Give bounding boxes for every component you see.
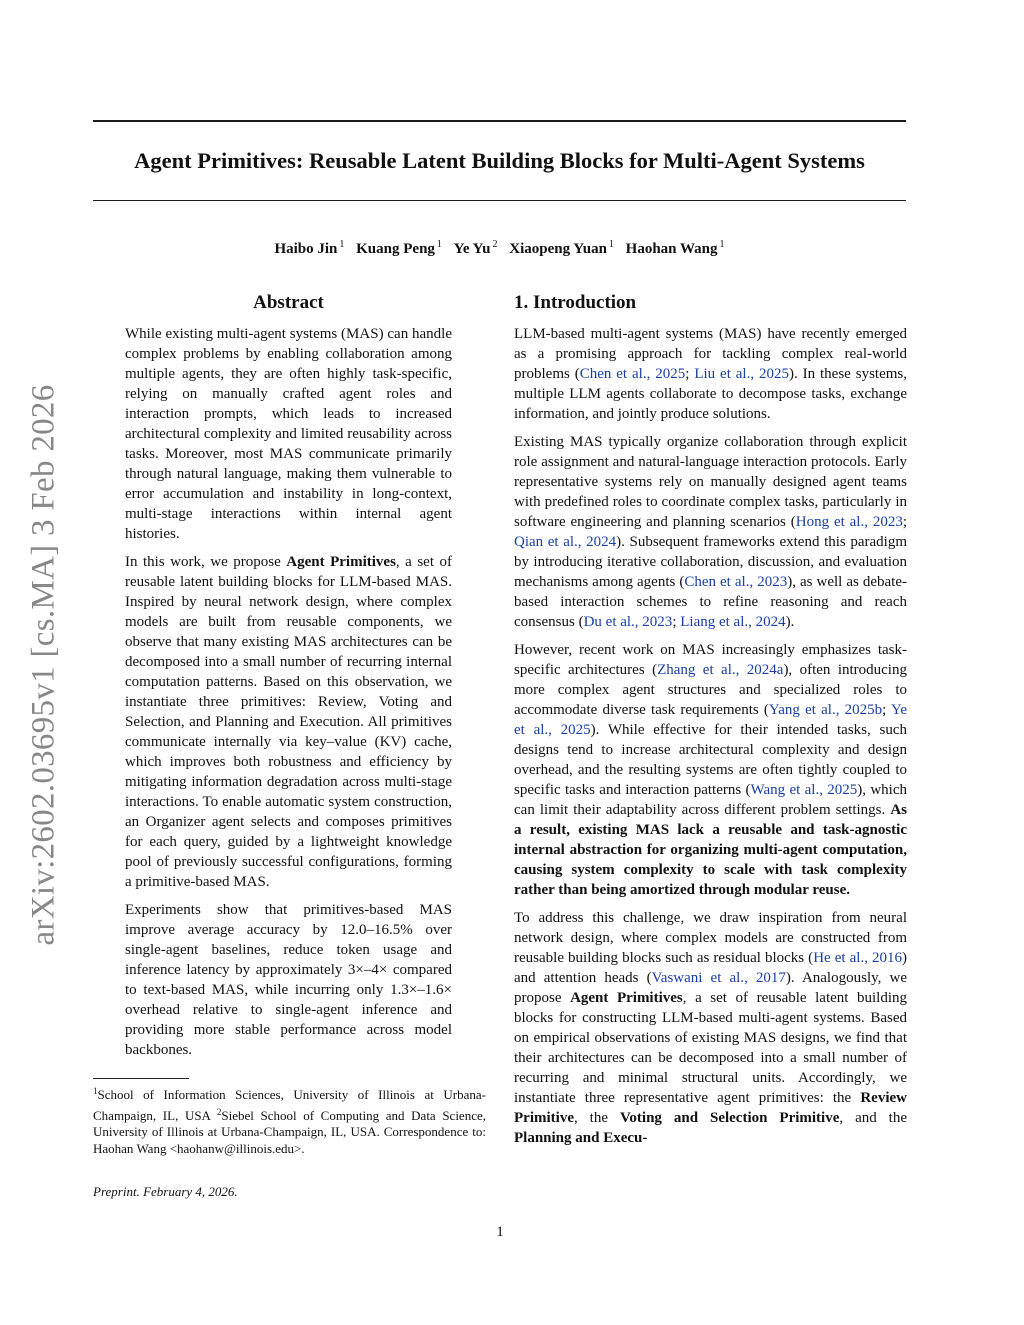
citation-link[interactable]: Qian et al., 2024 [514, 534, 617, 550]
citation-link[interactable]: Zhang et al., 2024a [657, 662, 784, 678]
text-run: ; [672, 614, 681, 630]
author: Kuang Peng $^1$ [356, 239, 442, 257]
text-run: ; [685, 366, 695, 382]
citation-link[interactable]: Wang et al., 2025 [750, 782, 858, 798]
footnote-rule [93, 1078, 189, 1079]
preprint-notice: Preprint. February 4, 2026. [93, 1184, 238, 1199]
text-run: , a set of reusable latent building blocks for constructing LLM-based multi-agent systems. Based on empirical observations of existing MAS designs, we find that their architectures can be decomposed into a small number of recurring and minimal structural units. Accordingly, we instantiate three representative agent primitives: the [514, 990, 907, 1106]
citation-link[interactable]: He et al., 2016 [813, 950, 903, 966]
bold-text: Review Primitive [514, 1090, 907, 1126]
text-run: ). Analogously, we propose [514, 970, 907, 1006]
text-run: However, recent work on MAS increasingly emphasizes task-specific architectures ( [514, 642, 907, 678]
citation-link[interactable]: Vaswani et al., 2017 [651, 970, 786, 986]
text-run: ; [902, 514, 908, 530]
author-list [93, 234, 906, 260]
intro-paragraph [514, 432, 907, 632]
text-run: ), often introducing more complex agent structures and specialized roles to accommodate diverse task requirements ( [514, 662, 907, 718]
text-run: To address this challenge, we draw inspiration from neural network design, where complex models are constructed from reusable building blocks such as residual blocks ( [514, 910, 907, 966]
citation-link[interactable]: Chen et al., 2025 [579, 366, 686, 382]
abstract-paragraph: While existing multi-agent systems (MAS) can handle complex problems by enabling collaboration among multiple agents, they are often highly task-specific, relying on manually crafted agent roles and interaction prompts, which leads to increased architectural complexity and limited reusability across tasks. Moreover, most MAS communicate primarily through natural language, making them vulnerable to error accumulation and instability in long-context, multi-stage interactions within internal agent histories. [125, 326, 452, 542]
text-run: ; [882, 702, 891, 718]
bold-text: Planning and Execu- [514, 1130, 648, 1146]
citation-link[interactable]: Yang et al., 2025b [768, 702, 883, 718]
citation-link[interactable]: Hong et al., 2023 [795, 514, 903, 530]
author: Haibo Jin $^1$ [274, 239, 345, 257]
citation-link[interactable]: Chen et al., 2023 [684, 574, 788, 590]
text-run: ). Subsequent frameworks extend this paradigm by introducing iterative collaboration, discussion, and evaluation mechanisms among agents ( [514, 534, 907, 590]
bold-text: Agent Primitives [570, 990, 683, 1006]
introduction-heading: 1. Introduction [514, 292, 637, 313]
citation-link[interactable]: Liang et al., 2024 [680, 614, 786, 630]
author: Xiaopeng Yuan $^1$ [509, 239, 614, 257]
intro-paragraph [514, 324, 907, 424]
paper-title: Agent Primitives: Reusable Latent Building Blocks for Multi-Agent Systems [134, 148, 865, 173]
abstract-paragraph: In this work, we propose Agent Primitives, a set of reusable latent building blocks for LLM-based MAS. Inspired by neural network design, where complex models are built from reusable components, we observe that many existing MAS architectures can be decomposed into a small number of recurring internal computation patterns. Based on this observation, we instantiate three primitives: Review, Voting and Selection, and Planning and Execution. All primitives communicate internally via key–value (KV) cache, which improves both robustness and efficiency by mitigating information degradation across multi-stage interactions. To enable automatic system construction, an Organizer agent selects and composes primitives for each query, guided by a lightweight knowledge pool of previously successful configurations, forming a primitive-based MAS. [125, 554, 453, 890]
title-bottom-rule [93, 200, 906, 201]
text-run: , the [573, 1110, 620, 1126]
page-number: 1 [496, 1224, 504, 1240]
citation-link[interactable]: Liu et al., 2025 [694, 366, 789, 382]
bold-text: As a result, existing MAS lack a reusable and task-agnostic internal abstraction for organizing multi-agent computation, causing system complexity to scale with task complexity rather than being amortized through modular reuse. [514, 802, 907, 898]
text-run: ), which can limit their adaptability across different problem settings. [514, 782, 907, 818]
text-run: Existing MAS typically organize collaboration through explicit role assignment and natural-language interaction protocols. Early representative systems rely on manually designed agent teams with predefined roles to coordinate complex tasks, particularly in software engineering and planning scenarios ( [514, 434, 907, 530]
text-run: LLM-based multi-agent systems (MAS) have recently emerged as a promising approach for tackling complex real-world problems ( [514, 326, 907, 382]
abstract-paragraph: Experiments show that primitives-based MAS improve average accuracy by 12.0–16.5% over single-agent baselines, reduce token usage and inference latency by approximately 3×–4× compared to text-based MAS, while incurring only 1.3×–1.6× overhead relative to single-agent inference and providing more stable performance across model backbones. [125, 902, 452, 1058]
introduction-column [514, 290, 907, 1156]
title-top-rule [93, 120, 906, 122]
intro-paragraph [514, 640, 907, 900]
text-run: ). While effective for their intended tasks, such designs tend to increase architectural complexity and design overhead, and the resulting systems are often tightly coupled to specific tasks and interaction patterns ( [514, 722, 908, 798]
text-run: , and the [839, 1110, 908, 1126]
intro-paragraph [514, 908, 907, 1148]
author: Haohan Wang $^1$ [625, 239, 725, 257]
author: Ye Yu $^2$ [453, 239, 498, 257]
text-run: ). [785, 614, 795, 630]
citation-link[interactable]: Ye et al., 2025 [514, 702, 907, 738]
abstract-heading: Abstract [253, 292, 324, 313]
text-run: ), as well as debate-based interaction schemes to refine reasoning and reach consensus ( [514, 574, 907, 630]
text-run: ) and attention heads ( [514, 950, 908, 986]
text-run: ). In these systems, multiple LLM agents collaborate to decompose tasks, exchange information, and jointly produce solutions. [514, 366, 907, 422]
citation-link[interactable]: Du et al., 2023 [583, 614, 673, 630]
abstract-column [125, 290, 452, 1068]
bold-text: Voting and Selection Primitive [619, 1110, 840, 1126]
affiliation-footnote: $^1$School of Information Sciences, University of Illinois at Urbana-Champaign, IL, USA $^2$Siebel School of Computing and Data Science, University of Illinois at Urbana-Champaign, IL, USA. Correspondence to: Haohan Wang <haohanw@illinois.edu>. [93, 1086, 486, 1156]
